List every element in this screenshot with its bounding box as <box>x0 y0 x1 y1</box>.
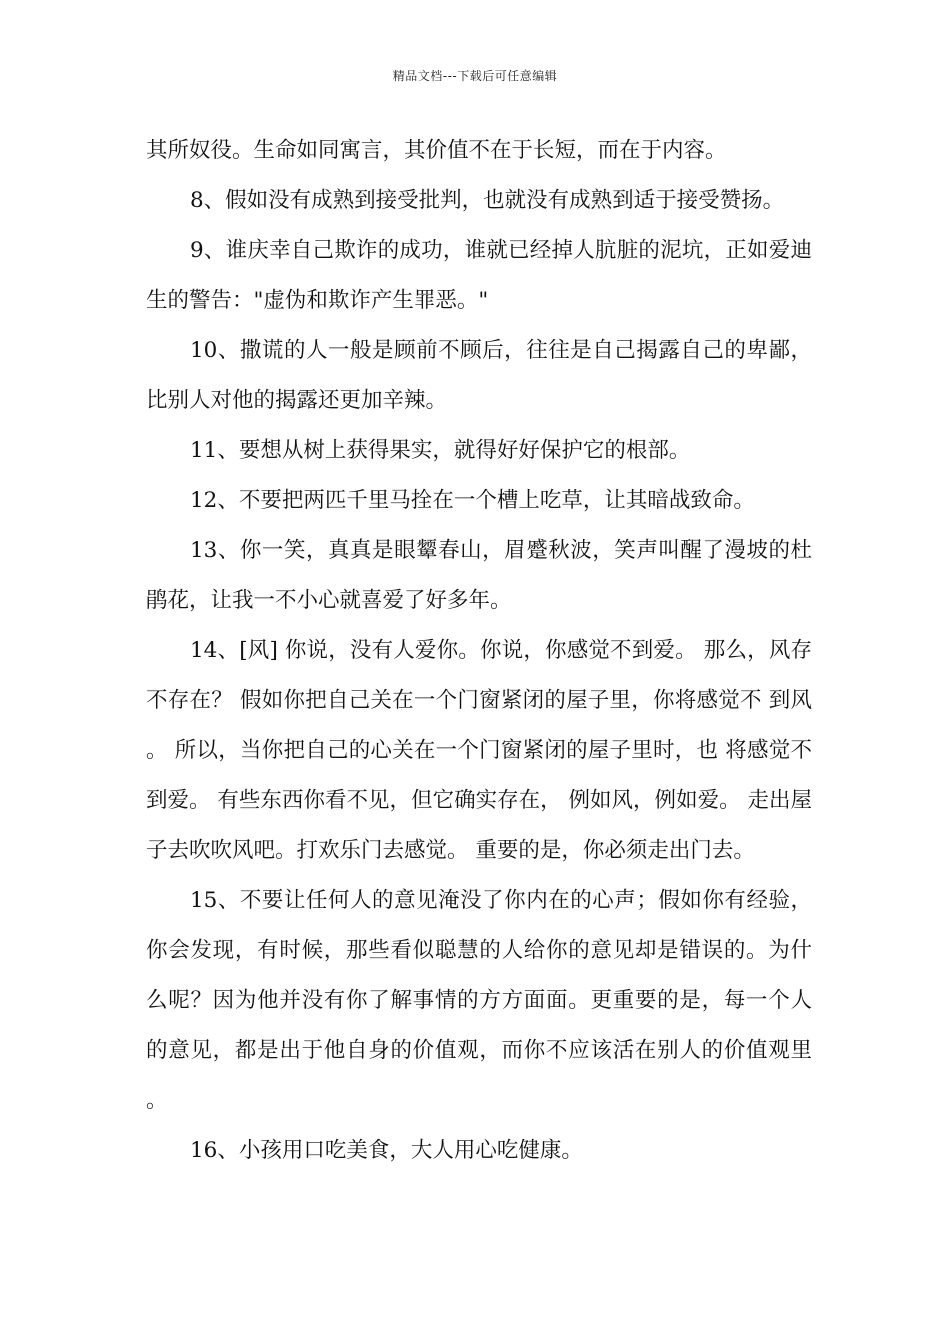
paragraph-item-14: 14、[风] 你说，没有人爱你。你说，你感觉不到爱。 那么，风存不存在？ 假如你把自己关在一个门窗紧闭的屋子里，你将感觉不 到风。 所以，当你把自己的心关在一个门窗紧闭的屋子里时，也 将感觉不到爱。 有些东西你看不见，但它确实存在， 例如风，例如爱。 走出屋子去吹吹风吧。打欢乐门去感觉。 重要的是，你必须走出门去。 <box>146 638 812 863</box>
paragraph-item-11: 11、要想从树上获得果实，就得好好保护它的根部。 <box>190 438 691 463</box>
paragraph-item-8: 8、假如没有成熟到接受批判，也就没有成熟到适于接受赞扬。 <box>190 188 785 213</box>
paragraph-item-13: 13、你一笑，真真是眼颦春山，眉蹙秋波，笑声叫醒了漫坡的杜鹃花，让我一不小心就喜爱了好多年。 <box>146 538 812 613</box>
document-body <box>146 126 812 1176</box>
paragraph-item-15: 15、不要让任何人的意见淹没了你内在的心声；假如你有经验，你会发现，有时候，那些看似聪慧的人给你的意见却是错误的。为什么呢？因为他并没有你了解事情的方方面面。更重要的是，每一个人的意见，都是出于他自身的价值观，而你不应该活在别人的价值观里。 <box>146 888 812 1113</box>
paragraph-item-16: 16、小孩用口吃美食，大人用心吃健康。 <box>190 1138 583 1163</box>
paragraph-item-9: 9、谁庆幸自己欺诈的成功，谁就已经掉人肮脏的泥坑，正如爱迪生的警告："虚伪和欺诈产生罪恶。" <box>146 238 812 313</box>
paragraph-continuation: 其所奴役。生命如同寓言，其价值不在于长短，而在于内容。 <box>146 138 727 163</box>
page-header: 精品文档---下载后可任意编辑 <box>392 69 558 83</box>
paragraph-item-12: 12、不要把两匹千里马拴在一个槽上吃草，让其暗战致命。 <box>190 488 755 513</box>
paragraph-item-10: 10、撒谎的人一般是顾前不顾后，往往是自己揭露自己的卑鄙，比别人对他的揭露还更加辛辣。 <box>146 338 812 413</box>
